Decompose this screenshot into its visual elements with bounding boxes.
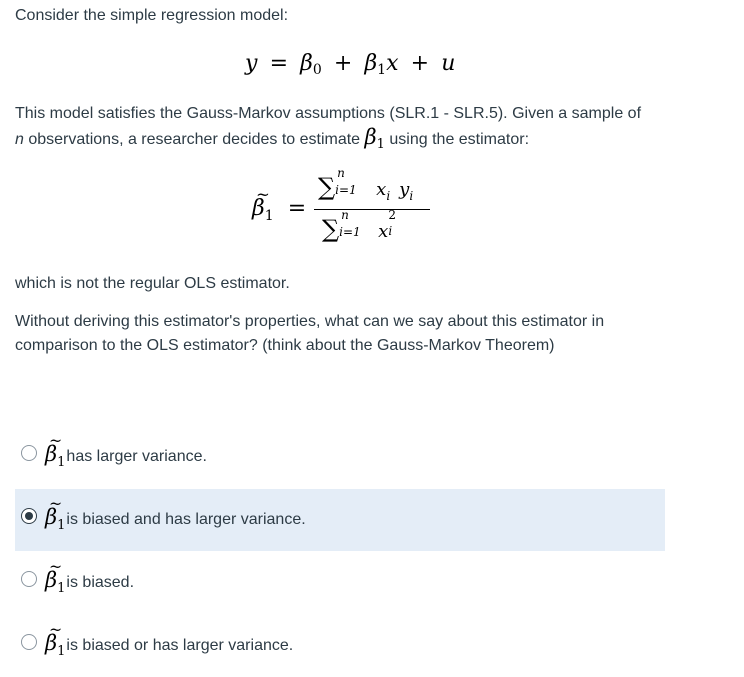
answer-option-text: is biased. — [66, 574, 135, 591]
answer-option-label — [45, 431, 207, 470]
numerator-upper: n — [337, 166, 345, 180]
paragraph-not-ols: which is not the regular OLS estimator. — [15, 275, 290, 292]
answer-option-1[interactable] — [15, 426, 665, 488]
eq-y: y — [245, 51, 258, 76]
denominator-upper: n — [341, 208, 349, 222]
denominator-sum-icon: ∑ — [322, 215, 340, 243]
question-intro: Consider the simple regression model: — [15, 7, 289, 24]
fraction-denominator — [322, 208, 398, 243]
paragraph-question-line2: comparison to the OLS estimator? (think about the Gauss-Markov Theorem) — [15, 337, 555, 354]
estimator-lhs-sub: 1 — [264, 208, 274, 224]
beta-tilde-symbol: ~ β — [45, 494, 63, 529]
estimator-equals: = — [287, 196, 307, 221]
eq-plus-2: + — [410, 51, 430, 76]
beta-sub: 1 — [57, 581, 66, 596]
eq-beta1-sub: 1 — [377, 62, 387, 78]
eq-beta0-sub: 0 — [312, 62, 322, 78]
beta-tilde-symbol: ~ β — [45, 557, 63, 592]
numerator-y-sub: i — [409, 189, 414, 203]
answer-option-4[interactable] — [15, 615, 665, 677]
answer-option-label — [45, 494, 306, 533]
radio-button-selected[interactable] — [21, 508, 37, 524]
beta-tilde-symbol: ~ β — [252, 185, 270, 221]
n-symbol: n — [15, 131, 24, 148]
answer-option-label — [45, 557, 135, 596]
paragraph-assumptions-line1: This model satisfies the Gauss-Markov assumptions (SLR.1 - SLR.5). Given a sample of — [15, 105, 642, 122]
inline-beta1-sub: 1 — [376, 137, 385, 152]
paragraph-assumptions-line2-b: using the estimator: — [384, 131, 530, 148]
eq-beta0: β — [300, 51, 313, 76]
eq-plus-1: + — [333, 51, 353, 76]
regression-model-equation — [245, 50, 455, 76]
beta-tilde-symbol: ~ β — [45, 620, 63, 655]
estimator-lhs — [252, 185, 307, 224]
numerator-y: y — [399, 179, 410, 200]
radio-button[interactable] — [21, 445, 37, 461]
numerator-x-sub: i — [386, 189, 391, 203]
eq-equals: = — [269, 51, 288, 76]
eq-beta1: β — [364, 51, 378, 76]
paragraph-question-line1: Without deriving this estimator's properties, what can we say about this estimator in — [15, 313, 605, 330]
denominator-lower: i=1 — [339, 225, 361, 239]
denominator-x-sup: 2 — [388, 208, 396, 222]
paragraph-assumptions-line2 — [15, 126, 529, 152]
beta-sub: 1 — [57, 455, 66, 470]
beta-sub: 1 — [57, 644, 66, 659]
answer-option-label — [45, 620, 294, 659]
answer-option-text: is biased and has larger variance. — [66, 511, 306, 528]
fraction-numerator — [318, 166, 414, 203]
answer-option-2[interactable] — [15, 489, 665, 551]
numerator-sum-icon: ∑ — [318, 173, 336, 201]
answer-option-3[interactable] — [15, 552, 665, 614]
numerator-lower: i=1 — [335, 183, 357, 197]
answer-option-text: is biased or has larger variance. — [66, 637, 294, 654]
denominator-x: x — [378, 221, 389, 242]
radio-selected-dot — [25, 512, 33, 520]
fraction-bar — [314, 209, 430, 210]
answer-option-text: has larger variance. — [66, 448, 207, 465]
numerator-x: x — [376, 179, 387, 200]
beta-tilde-symbol: ~ β — [45, 431, 63, 466]
paragraph-assumptions-line2-a: observations, a researcher decides to estimate — [23, 131, 365, 148]
eq-x: x — [386, 51, 399, 76]
denominator-x-sub: i — [388, 224, 393, 238]
inline-beta1: β — [364, 125, 377, 149]
eq-u: u — [441, 51, 456, 76]
radio-button[interactable] — [21, 571, 37, 587]
radio-button[interactable] — [21, 634, 37, 650]
beta-sub: 1 — [57, 518, 66, 533]
